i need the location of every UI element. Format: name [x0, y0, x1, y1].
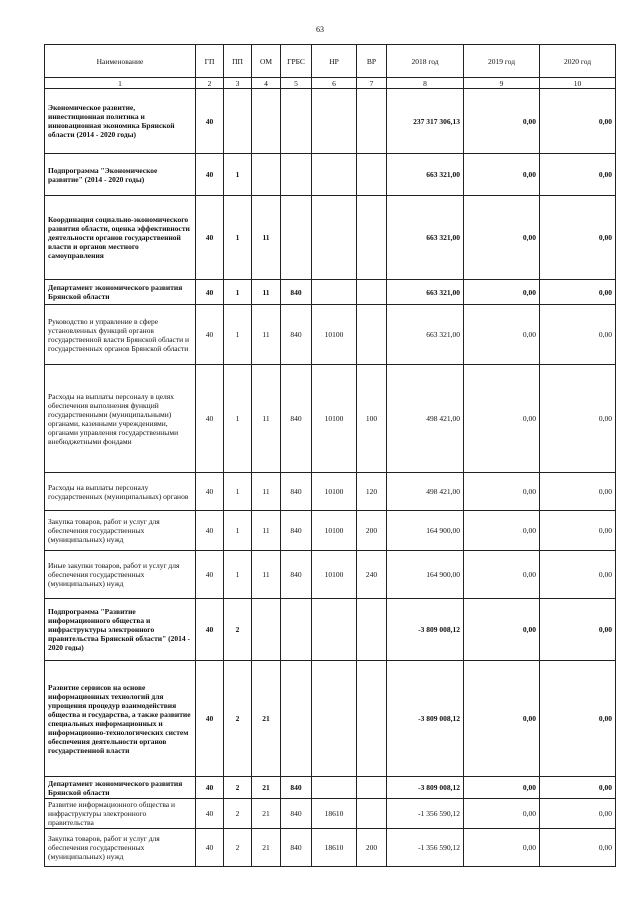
column-header-gp: ГП [196, 45, 224, 78]
cell-om: 21 [252, 661, 281, 777]
cell-2018: 498 421,00 [387, 473, 464, 511]
cell-2019: 0,00 [464, 777, 540, 799]
cell-2020: 0,00 [540, 551, 616, 599]
cell-om: 11 [252, 305, 281, 365]
cell-vr [357, 777, 387, 799]
cell-grbs: 840 [281, 280, 312, 305]
cell-gp: 40 [196, 89, 224, 154]
cell-vr: 100 [357, 365, 387, 473]
cell-om [252, 154, 281, 196]
column-index: 5 [281, 78, 312, 89]
cell-2020: 0,00 [540, 305, 616, 365]
cell-2018: -1 356 590,12 [387, 799, 464, 829]
cell-2019: 0,00 [464, 305, 540, 365]
cell-2019: 0,00 [464, 365, 540, 473]
cell-nr [312, 661, 357, 777]
row-name: Закупка товаров, работ и услуг для обеспечения государственных (муниципальных) нужд [45, 511, 196, 551]
row-name: Расходы на выплаты персоналу в целях обеспечения выполнения функций государственными (муниципальными) органами, казенными учреждениями, органами управления государственными внебюджетными фондами [45, 365, 196, 473]
cell-grbs: 840 [281, 305, 312, 365]
cell-pp: 2 [224, 599, 252, 661]
table-row [45, 196, 616, 280]
budget-table [44, 44, 616, 867]
table-row [45, 599, 616, 661]
cell-pp: 1 [224, 473, 252, 511]
table-row [45, 89, 616, 154]
cell-2018: -3 809 008,12 [387, 599, 464, 661]
row-name: Руководство и управление в сфере установленных функций органов государственной власти Брянской области и государственных органов Брянской области [45, 305, 196, 365]
cell-2019: 0,00 [464, 473, 540, 511]
cell-2019: 0,00 [464, 89, 540, 154]
cell-grbs: 840 [281, 365, 312, 473]
cell-2020: 0,00 [540, 799, 616, 829]
cell-2020: 0,00 [540, 196, 616, 280]
cell-grbs: 840 [281, 829, 312, 867]
cell-pp: 1 [224, 154, 252, 196]
column-header-pp: ПП [224, 45, 252, 78]
cell-pp: 2 [224, 829, 252, 867]
cell-gp: 40 [196, 661, 224, 777]
row-name: Экономическое развитие, инвестиционная политика и инновационная экономика Брянской области (2014 - 2020 годы) [45, 89, 196, 154]
cell-2018: 663 321,00 [387, 305, 464, 365]
table-row [45, 799, 616, 829]
cell-grbs: 840 [281, 799, 312, 829]
cell-vr [357, 661, 387, 777]
cell-vr [357, 305, 387, 365]
cell-2019: 0,00 [464, 551, 540, 599]
cell-gp: 40 [196, 777, 224, 799]
cell-2020: 0,00 [540, 829, 616, 867]
table-row [45, 661, 616, 777]
cell-2019: 0,00 [464, 196, 540, 280]
cell-grbs: 840 [281, 511, 312, 551]
cell-grbs [281, 154, 312, 196]
cell-om: 11 [252, 551, 281, 599]
table-row [45, 829, 616, 867]
cell-nr: 10100 [312, 365, 357, 473]
cell-2019: 0,00 [464, 599, 540, 661]
cell-2018: -3 809 008,12 [387, 777, 464, 799]
cell-pp: 1 [224, 365, 252, 473]
column-header-vr: ВР [357, 45, 387, 78]
cell-2019: 0,00 [464, 829, 540, 867]
cell-om: 11 [252, 473, 281, 511]
column-header-2018: 2018 год [387, 45, 464, 78]
cell-2018: 663 321,00 [387, 280, 464, 305]
row-name: Расходы на выплаты персоналу государственных (муниципальных) органов [45, 473, 196, 511]
cell-nr: 18610 [312, 829, 357, 867]
cell-2018: 164 900,00 [387, 511, 464, 551]
cell-2019: 0,00 [464, 511, 540, 551]
cell-2018: -1 356 590,12 [387, 829, 464, 867]
cell-grbs [281, 661, 312, 777]
cell-gp: 40 [196, 196, 224, 280]
cell-gp: 40 [196, 511, 224, 551]
page-number: 63 [316, 25, 324, 34]
cell-vr [357, 599, 387, 661]
row-name: Подпрограмма "Развитие информационного общества и инфраструктуры электронного правительства Брянской области" (2014 - 2020 годы) [45, 599, 196, 661]
table-row [45, 154, 616, 196]
column-header-2020: 2020 год [540, 45, 616, 78]
cell-om [252, 89, 281, 154]
cell-gp: 40 [196, 551, 224, 599]
cell-gp: 40 [196, 154, 224, 196]
cell-2020: 0,00 [540, 365, 616, 473]
row-name: Развитие информационного общества и инфраструктуры электронного правительства [45, 799, 196, 829]
cell-2018: -3 809 008,12 [387, 661, 464, 777]
cell-pp: 1 [224, 551, 252, 599]
cell-2020: 0,00 [540, 599, 616, 661]
table-row [45, 365, 616, 473]
cell-pp: 2 [224, 799, 252, 829]
cell-nr [312, 599, 357, 661]
cell-2019: 0,00 [464, 280, 540, 305]
column-header-nr: НР [312, 45, 357, 78]
cell-2018: 237 317 306,13 [387, 89, 464, 154]
cell-2019: 0,00 [464, 661, 540, 777]
cell-nr [312, 196, 357, 280]
column-header-om: ОМ [252, 45, 281, 78]
cell-grbs: 840 [281, 777, 312, 799]
cell-gp: 40 [196, 599, 224, 661]
cell-grbs [281, 599, 312, 661]
cell-2020: 0,00 [540, 89, 616, 154]
cell-2019: 0,00 [464, 799, 540, 829]
cell-gp: 40 [196, 365, 224, 473]
cell-pp: 2 [224, 777, 252, 799]
column-index: 3 [224, 78, 252, 89]
cell-nr [312, 154, 357, 196]
table-row [45, 777, 616, 799]
table-body [45, 89, 616, 867]
row-name: Департамент экономического развития Брянской области [45, 280, 196, 305]
cell-2020: 0,00 [540, 473, 616, 511]
column-header-grbs: ГРБС [281, 45, 312, 78]
cell-2020: 0,00 [540, 280, 616, 305]
table-row [45, 551, 616, 599]
cell-om: 21 [252, 829, 281, 867]
column-index: 9 [464, 78, 540, 89]
column-index-row [45, 78, 616, 89]
column-index: 7 [357, 78, 387, 89]
cell-vr: 200 [357, 511, 387, 551]
cell-gp: 40 [196, 305, 224, 365]
cell-pp: 1 [224, 196, 252, 280]
cell-nr [312, 280, 357, 305]
cell-gp: 40 [196, 799, 224, 829]
cell-vr [357, 89, 387, 154]
column-header-name: Наименование [45, 45, 196, 78]
column-index: 10 [540, 78, 616, 89]
cell-vr [357, 154, 387, 196]
row-name: Координация социально-экономического развития области, оценка эффективности деятельности органов государственной власти и органов местного самоуправления [45, 196, 196, 280]
column-index: 6 [312, 78, 357, 89]
column-index: 8 [387, 78, 464, 89]
cell-om: 11 [252, 196, 281, 280]
column-index: 4 [252, 78, 281, 89]
cell-pp: 2 [224, 661, 252, 777]
cell-nr: 10100 [312, 511, 357, 551]
cell-2018: 498 421,00 [387, 365, 464, 473]
column-index: 1 [45, 78, 196, 89]
cell-om: 11 [252, 280, 281, 305]
row-name: Департамент экономического развития Брянской области [45, 777, 196, 799]
cell-gp: 40 [196, 829, 224, 867]
cell-2018: 663 321,00 [387, 154, 464, 196]
cell-nr [312, 777, 357, 799]
cell-2020: 0,00 [540, 511, 616, 551]
cell-vr: 120 [357, 473, 387, 511]
cell-2020: 0,00 [540, 777, 616, 799]
row-name: Закупка товаров, работ и услуг для обеспечения государственных (муниципальных) нужд [45, 829, 196, 867]
column-header-2019: 2019 год [464, 45, 540, 78]
cell-vr [357, 799, 387, 829]
cell-om [252, 599, 281, 661]
cell-pp [224, 89, 252, 154]
cell-grbs [281, 196, 312, 280]
cell-gp: 40 [196, 280, 224, 305]
cell-grbs [281, 89, 312, 154]
cell-nr: 10100 [312, 305, 357, 365]
cell-2018: 663 321,00 [387, 196, 464, 280]
column-index: 2 [196, 78, 224, 89]
cell-om: 11 [252, 511, 281, 551]
cell-gp: 40 [196, 473, 224, 511]
cell-grbs: 840 [281, 473, 312, 511]
cell-vr [357, 196, 387, 280]
cell-nr: 10100 [312, 551, 357, 599]
cell-om: 21 [252, 799, 281, 829]
cell-om: 21 [252, 777, 281, 799]
cell-grbs: 840 [281, 551, 312, 599]
cell-vr [357, 280, 387, 305]
table-row [45, 511, 616, 551]
cell-2018: 164 900,00 [387, 551, 464, 599]
table-row [45, 305, 616, 365]
row-name: Подпрограмма "Экономическое развитие" (2014 - 2020 годы) [45, 154, 196, 196]
cell-nr: 18610 [312, 799, 357, 829]
cell-pp: 1 [224, 305, 252, 365]
cell-vr: 200 [357, 829, 387, 867]
table-row [45, 473, 616, 511]
cell-nr [312, 89, 357, 154]
table-row [45, 280, 616, 305]
cell-om: 11 [252, 365, 281, 473]
row-name: Развитие сервисов на основе информационных технологий для упрощения процедур взаимодействия общества и государства, а также развитие специальных информационных и информационно-технологических систем обеспечения деятельности органов государственной власти [45, 661, 196, 777]
cell-2020: 0,00 [540, 154, 616, 196]
cell-nr: 10100 [312, 473, 357, 511]
cell-2019: 0,00 [464, 154, 540, 196]
cell-pp: 1 [224, 511, 252, 551]
cell-vr: 240 [357, 551, 387, 599]
row-name: Иные закупки товаров, работ и услуг для обеспечения государственных (муниципальных) нужд [45, 551, 196, 599]
header-row [45, 45, 616, 78]
cell-2020: 0,00 [540, 661, 616, 777]
cell-pp: 1 [224, 280, 252, 305]
